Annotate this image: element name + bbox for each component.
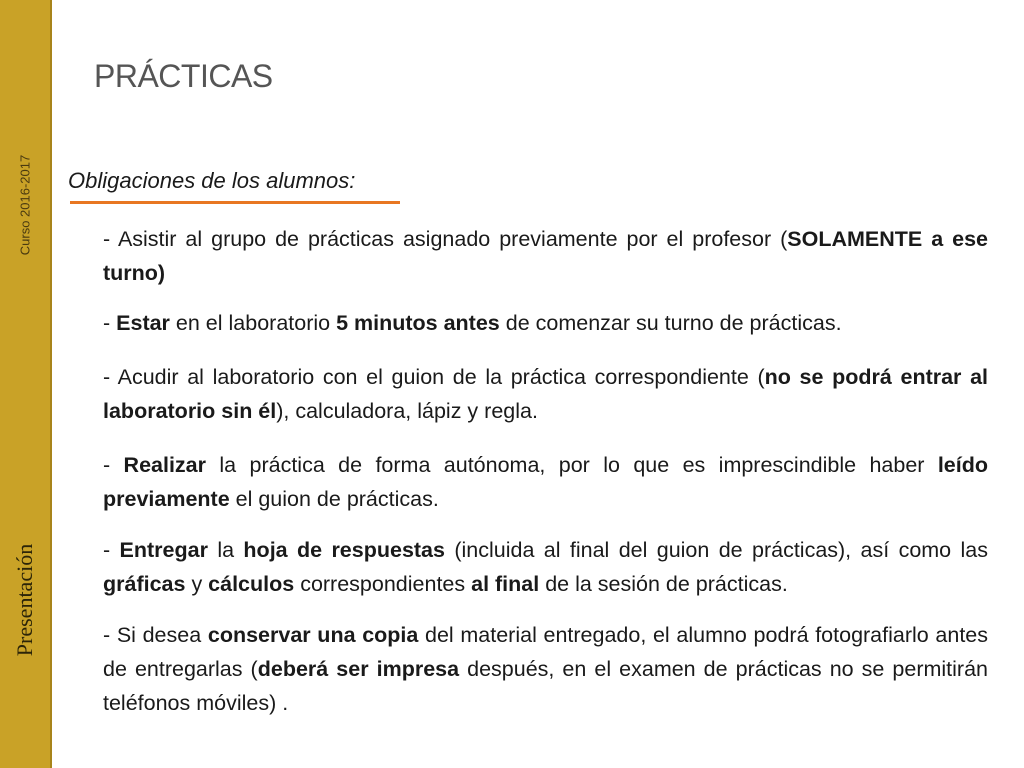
emphasis-text: cálculos bbox=[208, 572, 295, 596]
item-text: (incluida al final del guion de prácticas), así como las bbox=[444, 538, 988, 562]
section-label: Presentación bbox=[12, 543, 37, 657]
item-text: - Si desea bbox=[103, 623, 208, 647]
item-text: en el laboratorio bbox=[169, 311, 337, 335]
item-text: ), calculadora, lápiz y regla. bbox=[276, 399, 538, 423]
emphasis-text: al final bbox=[471, 572, 540, 596]
slide-title: PRÁCTICAS bbox=[94, 58, 273, 94]
obligation-item bbox=[103, 618, 988, 720]
emphasis-text: Estar bbox=[116, 311, 170, 335]
obligation-item bbox=[103, 448, 988, 516]
emphasis-text: Realizar bbox=[123, 453, 207, 477]
item-text: el guion de prácticas. bbox=[229, 487, 439, 511]
item-text: la bbox=[207, 538, 244, 562]
emphasis-text: Entregar bbox=[119, 538, 208, 562]
sidebar bbox=[0, 0, 52, 768]
item-text: - Asistir al grupo de prácticas asignado previamente por el profesor ( bbox=[103, 227, 788, 251]
item-text: correspondientes bbox=[294, 572, 472, 596]
subtitle-underline bbox=[70, 201, 400, 204]
item-text: del material entregado, el alumno podrá fotografiarlo antes de entregarlas ( bbox=[103, 623, 989, 681]
item-text: - bbox=[103, 311, 117, 335]
emphasis-text: 5 minutos antes bbox=[336, 311, 500, 335]
obligations-list bbox=[103, 222, 988, 720]
obligation-item bbox=[103, 222, 988, 290]
emphasis-text: deberá ser impresa bbox=[257, 657, 460, 681]
emphasis-text: leído previamente bbox=[103, 453, 988, 511]
emphasis-text: gráficas bbox=[103, 572, 186, 596]
emphasis-text: hoja de respuestas bbox=[243, 538, 445, 562]
emphasis-text: conservar una copia bbox=[207, 623, 419, 647]
item-text: después, en el examen de prácticas no se permitirán teléfonos móviles) . bbox=[103, 657, 989, 715]
item-text: y bbox=[185, 572, 209, 596]
obligation-item bbox=[103, 533, 988, 601]
item-text: - bbox=[103, 538, 120, 562]
item-text: - bbox=[103, 453, 124, 477]
item-text: de comenzar su turno de prácticas. bbox=[499, 311, 842, 335]
obligation-item bbox=[103, 360, 988, 428]
item-text: - Acudir al laboratorio con el guion de la práctica correspondiente ( bbox=[103, 365, 765, 389]
course-label: Curso 2016-2017 bbox=[17, 154, 33, 256]
slide-subtitle: Obligaciones de los alumnos: bbox=[68, 168, 356, 193]
obligation-item bbox=[103, 306, 988, 340]
emphasis-text: SOLAMENTE a ese turno) bbox=[103, 227, 988, 285]
item-text: la práctica de forma autónoma, por lo que es imprescindible haber bbox=[206, 453, 938, 477]
emphasis-text: no se podrá entrar al laboratorio sin él bbox=[103, 365, 989, 423]
item-text: de la sesión de prácticas. bbox=[539, 572, 788, 596]
